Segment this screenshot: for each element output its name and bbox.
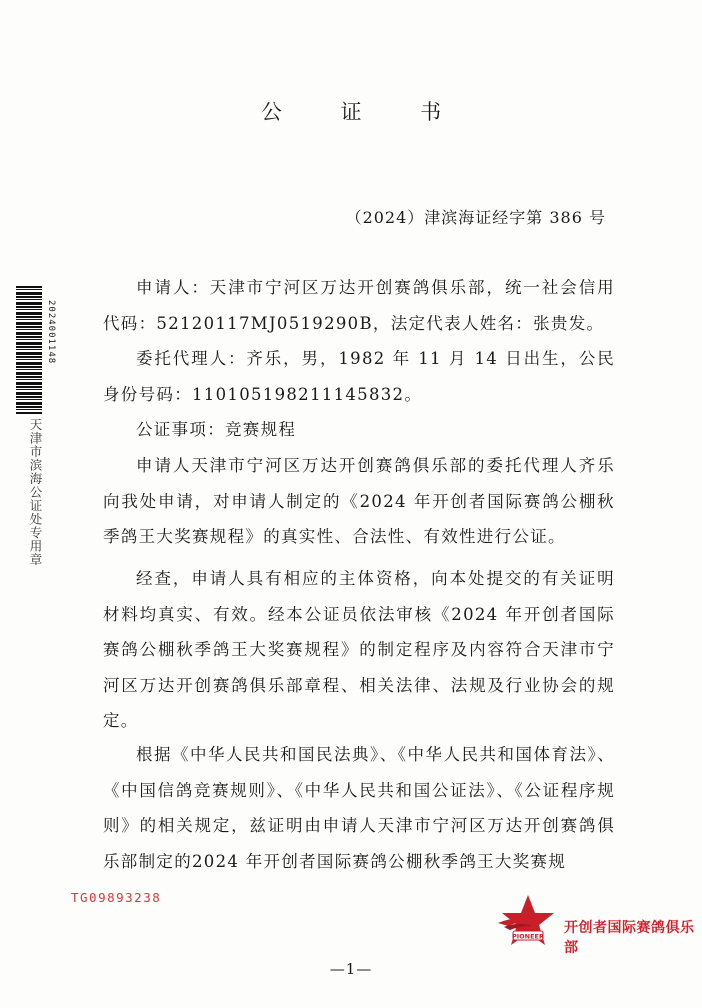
paragraph-certification: 根据《中华人民共和国民法典》、《中华人民共和国体育法》、《中国信鸽竞赛规则》、《中华人民共和国公证法》、《公证程序规则》的相关规定，兹证明由申请人天津市宁河区万达开创赛鸽俱乐部制定的2024 年开创者国际赛鸽公棚秋季鸽王大奖赛规 [103,745,615,871]
barcode-number: 2024001148 [46,300,56,365]
paragraph-agent: 委托代理人：齐乐，男，1982 年 11 月 14 日出生，公民身份号码：110105198211145832。 [103,349,615,404]
document-number: （2024）津滨海证经字第 386 号 [345,208,606,227]
club-logo-text: 开创者国际赛鸽俱乐部 [564,920,695,956]
paragraph-applicant: 申请人：天津市宁河区万达开创赛鸽俱乐部，统一社会信用代码：52120117MJ0519290B，法定代表人姓名：张贵发。 [103,278,615,333]
barcode-image [16,286,42,414]
paragraph-application: 申请人天津市宁河区万达开创赛鸽俱乐部的委托代理人齐乐向我处申请，对申请人制定的《2024 年开创者国际赛鸽公棚秋季鸽王大奖赛规程》的真实性、合法性、有效性进行公证。 [103,456,615,546]
page-number: —1— [329,960,373,978]
pioneer-star-logo-icon [496,893,560,949]
logo-badge-text: PIONEER [511,932,545,941]
serial-number: TG09893238 [71,890,162,905]
paragraph-matter: 公证事项：竞赛规程 [136,420,297,439]
document-title: 公 证 书 [260,100,468,124]
side-seal-label: 天津市滨海公证处专用章 [28,418,43,567]
paragraph-verification: 经查，申请人具有相应的主体资格，向本处提交的有关证明材料均真实、有效。经本公证员依法审核《2024 年开创者国际赛鸽公棚秋季鸽王大奖赛规程》的制定程序及内容符合天津市宁河区万达开创赛鸽俱乐部章程、相关法律、法规及行业协会的规定。 [103,569,615,730]
